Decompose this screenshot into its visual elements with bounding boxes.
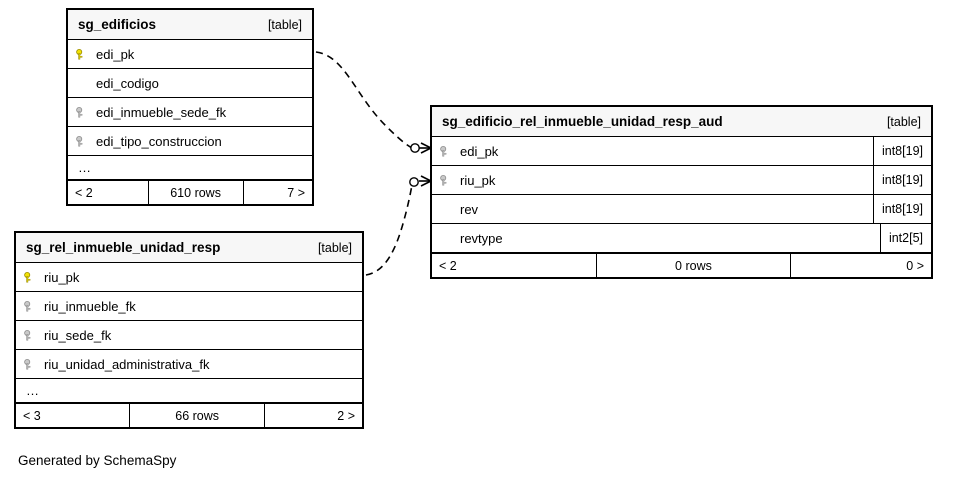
column-name: edi_codigo [96,75,159,91]
column-name: edi_pk [96,46,135,62]
table-footer [432,253,931,277]
table-sg-rel-inmueble-unidad-resp[interactable] [14,231,364,429]
column-name: riu_unidad_administrativa_fk [44,356,210,372]
footer-row-count: 610 rows [149,181,244,204]
footer-row-count: 0 rows [597,254,792,277]
table-header [68,10,312,40]
foreign-key-icon [432,175,458,186]
table-footer [68,180,312,204]
column-type: int8[19] [873,195,931,223]
table-header [432,107,931,137]
column-name: edi_pk [460,143,499,159]
foreign-key-icon [68,107,94,118]
primary-key-icon [16,272,42,283]
table-row[interactable] [432,224,931,253]
table-tag: [table] [317,240,352,255]
primary-key-icon [68,49,94,60]
table-tag: [table] [886,114,921,129]
more-columns-indicator: … [68,156,312,180]
column-name: rev [460,201,479,217]
foreign-key-icon [432,146,458,157]
column-name: riu_pk [44,269,80,285]
table-name: sg_edificios [78,17,157,32]
table-tag: [table] [267,17,302,32]
column-name: riu_inmueble_fk [44,298,136,314]
foreign-key-icon [16,301,42,312]
table-row[interactable] [432,137,931,166]
table-name: sg_rel_inmueble_unidad_resp [26,240,221,255]
footer-next-count[interactable]: 0 > [906,258,924,273]
table-row[interactable] [432,195,931,224]
more-columns-indicator: … [16,379,362,403]
column-type: int8[19] [873,137,931,165]
footer-prev-count[interactable]: < 3 [16,404,130,427]
table-row[interactable] [68,40,312,69]
footer-prev-count[interactable]: < 2 [432,254,597,277]
table-row[interactable] [68,127,312,156]
foreign-key-icon [68,136,94,147]
table-row[interactable] [68,69,312,98]
column-type: int8[19] [873,166,931,194]
table-row[interactable] [432,166,931,195]
table-row[interactable] [16,292,362,321]
table-name: sg_edificio_rel_inmueble_unidad_resp_aud [442,114,723,129]
footer-next-count[interactable]: 7 > [287,185,305,200]
column-type: int2[5] [880,224,931,252]
column-name: edi_tipo_construccion [96,133,222,149]
table-row[interactable] [68,98,312,127]
foreign-key-icon [16,359,42,370]
column-name: revtype [460,230,503,246]
column-name: edi_inmueble_sede_fk [96,104,227,120]
table-row[interactable] [16,350,362,379]
table-sg-edificios[interactable] [66,8,314,206]
table-sg-edificio-rel-inmueble-unidad-resp-aud[interactable] [430,105,933,279]
table-row[interactable] [16,321,362,350]
column-name: riu_sede_fk [44,327,112,343]
diagram-caption: Generated by SchemaSpy [18,453,177,468]
column-name: riu_pk [460,172,496,188]
footer-prev-count[interactable]: < 2 [68,181,149,204]
table-row[interactable] [16,263,362,292]
footer-next-count[interactable]: 2 > [337,408,355,423]
table-header [16,233,362,263]
foreign-key-icon [16,330,42,341]
footer-row-count: 66 rows [130,404,265,427]
table-footer [16,403,362,427]
